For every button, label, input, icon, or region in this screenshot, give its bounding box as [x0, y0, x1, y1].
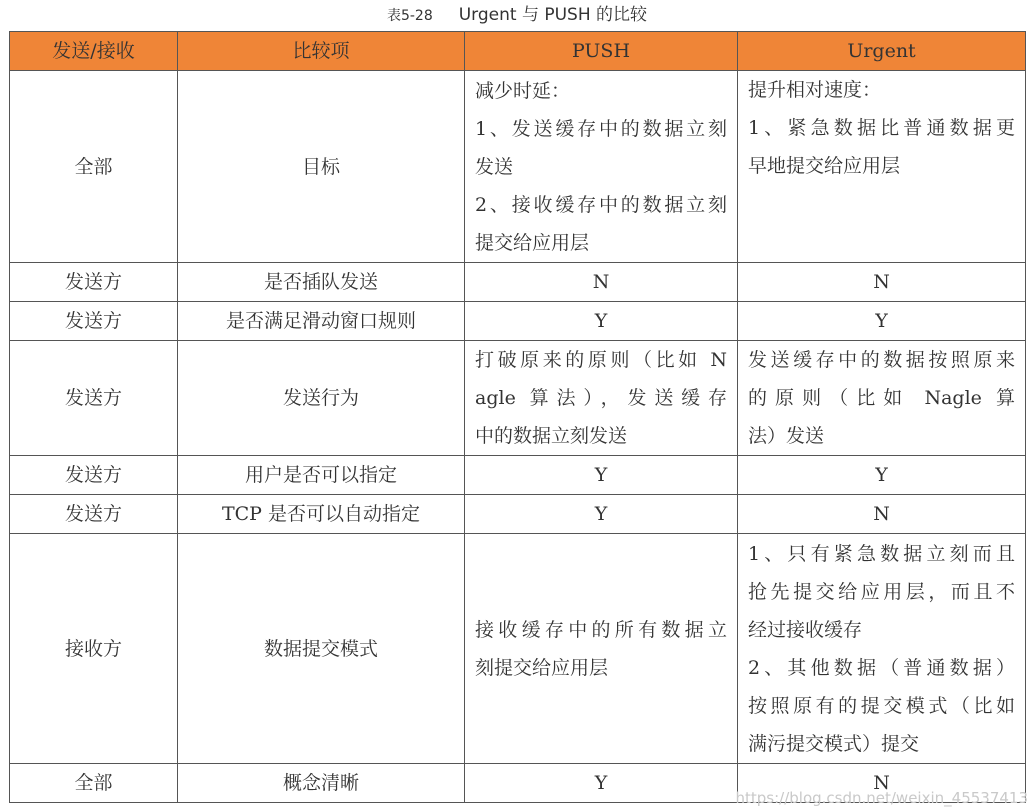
- cell-urgent: 1、只有紧急数据立刻而且 抢先提交给应用层，而且不 经过接收缓存 2、其他数据（普通数据） 按照原有的提交模式（比如 满污提交模式）提交: [738, 534, 1026, 764]
- table-row: [10, 534, 1026, 764]
- watermark-text: https://blog.csdn.net/weixin_45537413: [735, 789, 1028, 807]
- cell-push: Y: [465, 764, 738, 803]
- comparison-table: [9, 31, 1026, 803]
- cell-side: 接收方: [10, 534, 178, 764]
- cell-item: 目标: [178, 71, 465, 263]
- cell-item: TCP 是否可以自动指定: [178, 495, 465, 534]
- cell-side: 发送方: [10, 263, 178, 302]
- cell-push: 接收缓存中的所有数据立 刻提交给应用层: [465, 534, 738, 764]
- table-title: Urgent 与 PUSH 的比较: [458, 5, 648, 25]
- cell-urgent: Y: [738, 456, 1026, 495]
- cell-urgent: 提升相对速度： 1、紧急数据比普通数据更 早地提交给应用层: [738, 71, 1026, 263]
- cell-side: 全部: [10, 71, 178, 263]
- header-item: 比较项: [178, 32, 465, 71]
- cell-side: 全部: [10, 764, 178, 803]
- header-urgent: Urgent: [738, 32, 1026, 71]
- table-row: [10, 341, 1026, 456]
- cell-item: 数据提交模式: [178, 534, 465, 764]
- header-side: 发送/接收: [10, 32, 178, 71]
- cell-push: N: [465, 263, 738, 302]
- table-row: [10, 302, 1026, 341]
- cell-item: 概念清晰: [178, 764, 465, 803]
- cell-urgent: 发送缓存中的数据按照原来 的原则（比如 Nagle 算 法）发送: [738, 341, 1026, 456]
- cell-side: 发送方: [10, 495, 178, 534]
- table-row: [10, 71, 1026, 263]
- cell-item: 是否插队发送: [178, 263, 465, 302]
- header-push: PUSH: [465, 32, 738, 71]
- cell-urgent: Y: [738, 302, 1026, 341]
- cell-item: 是否满足滑动窗口规则: [178, 302, 465, 341]
- cell-push: 打破原来的原则（比如 N agle 算法），发送缓存 中的数据立刻发送: [465, 341, 738, 456]
- table-row: [10, 456, 1026, 495]
- header-row: [10, 32, 1026, 71]
- table-row: [10, 495, 1026, 534]
- cell-side: 发送方: [10, 341, 178, 456]
- cell-side: 发送方: [10, 302, 178, 341]
- table-row: [10, 263, 1026, 302]
- cell-side: 发送方: [10, 456, 178, 495]
- cell-push: Y: [465, 456, 738, 495]
- cell-push: Y: [465, 302, 738, 341]
- cell-urgent: N: [738, 495, 1026, 534]
- cell-urgent: N: [738, 263, 1026, 302]
- cell-item: 用户是否可以指定: [178, 456, 465, 495]
- table-caption: [0, 2, 1034, 28]
- table-number: 表5-28: [386, 8, 433, 24]
- cell-item: 发送行为: [178, 341, 465, 456]
- cell-urgent: N: [738, 764, 1026, 803]
- cell-push: 减少时延： 1、发送缓存中的数据立刻 发送 2、接收缓存中的数据立刻 提交给应用层: [465, 71, 738, 263]
- cell-push: Y: [465, 495, 738, 534]
